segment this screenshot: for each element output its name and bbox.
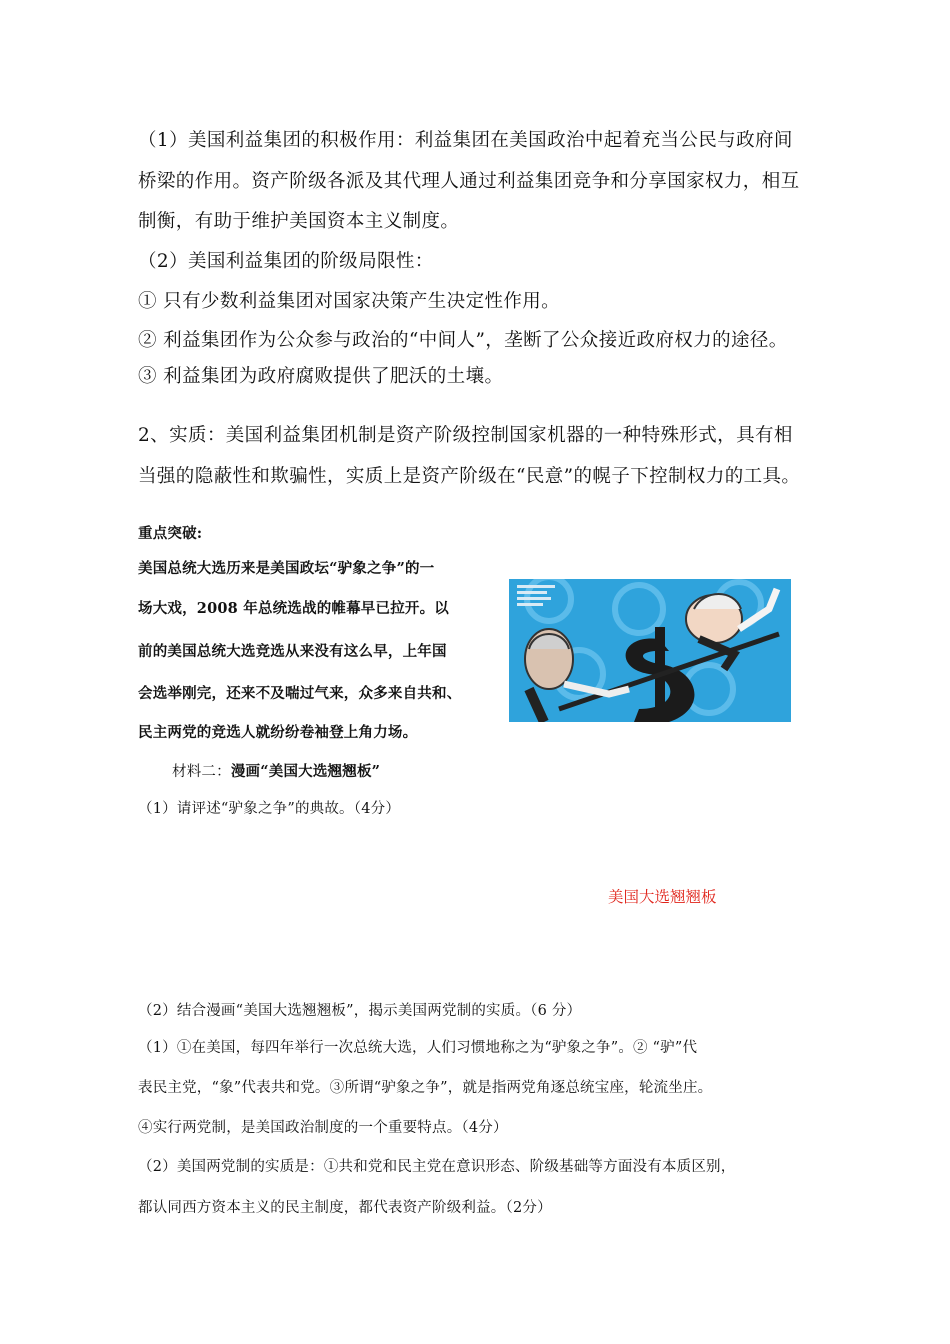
focus-heading: 重点突破: — [138, 525, 203, 542]
focus-text-l1: 美国总统大选历来是美国政坛“驴象之争”的一 — [138, 560, 435, 577]
para-positive-role-l1: （1）美国利益集团的积极作用：利益集团在美国政治中起着充当公民与政府间 — [138, 130, 793, 151]
para-positive-role-l2: 桥梁的作用。资产阶级各派及其代理人通过利益集团竞争和分享国家权力，相互 — [138, 171, 800, 192]
answer-2-l2: 都认同西方资本主义的民主制度，都代表资产阶级利益。（2分） — [138, 1200, 552, 1216]
focus-text-l3: 前的美国总统大选竞选从来没有这么早，上年国 — [138, 643, 447, 660]
answer-1-l1: （1）①在美国，每四年举行一次总统大选，人们习惯地称之为“驴象之争”。② “驴”代 — [138, 1040, 698, 1056]
focus-text-l5: 民主两党的竞选人就纷纷卷袖登上角力场。 — [138, 724, 418, 741]
answer-2-l1: （2）美国两党制的实质是：①共和党和民主党在意识形态、阶级基础等方面没有本质区别， — [138, 1159, 736, 1175]
material-label — [172, 760, 380, 781]
focus-text-l4: 会选举刚完，还来不及喘过气来，众多来自共和、 — [138, 685, 462, 702]
answer-1-l3: ④实行两党制，是美国政治制度的一个重要特点。（4分） — [138, 1120, 508, 1136]
question-2: （2）结合漫画“美国大选翘翘板”，揭示美国两党制的实质。（6 分） — [138, 1003, 582, 1019]
list-item-2: ② 利益集团作为公众参与政治的“中间人”，垄断了公众接近政府权力的途径。 — [138, 330, 788, 351]
para-positive-role-l3: 制衡，有助于维护美国资本主义制度。 — [138, 211, 460, 232]
answer-1-l2: 表民主党，“象”代表共和党。③所谓“驴象之争”，就是指两党角逐总统宝座，轮流坐庄。 — [138, 1080, 713, 1096]
cartoon-caption: 美国大选翘翘板 — [608, 888, 717, 906]
focus-text-l2: 场大戏，2008 年总统选战的帷幕早已拉开。以 — [138, 600, 450, 617]
question-1: （1）请评述“驴象之争”的典故。（4分） — [138, 801, 401, 817]
list-item-3: ③ 利益集团为政府腐败提供了肥沃的土壤。 — [138, 366, 504, 387]
material-title: 漫画“美国大选翘翘板” — [230, 763, 381, 780]
cartoon-seesaw-image — [509, 579, 791, 722]
para-essence-l2: 当强的隐蔽性和欺骗性，实质上是资产阶级在“民意”的幌子下控制权力的工具。 — [138, 466, 801, 487]
heading-class-limitation: （2）美国利益集团的阶级局限性： — [138, 251, 434, 272]
material-prefix: 材料二： — [172, 764, 231, 780]
list-item-1: ① 只有少数利益集团对国家决策产生决定性作用。 — [138, 291, 561, 312]
para-essence-l1: 2、实质：美国利益集团机制是资产阶级控制国家机器的一种特殊形式，具有相 — [138, 425, 793, 446]
